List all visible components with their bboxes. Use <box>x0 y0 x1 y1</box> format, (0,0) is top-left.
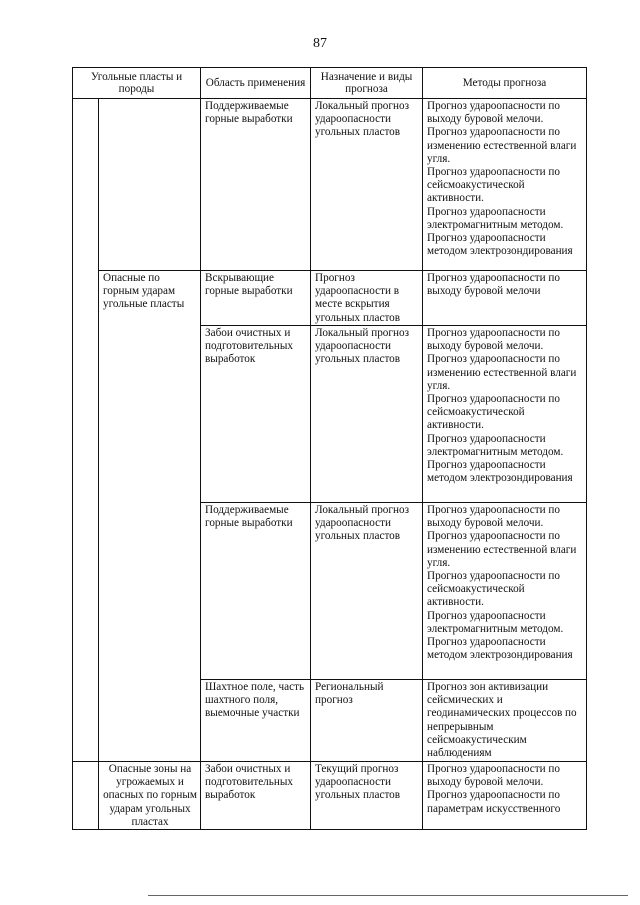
header-purpose: Назначение и виды прогноза <box>311 68 423 99</box>
purpose-cell: Локальный прогноз удароопасности угольных пластов <box>311 503 423 680</box>
area-cell: Забои очистных и подготовительных выработок <box>201 326 311 503</box>
area-cell: Вскрывающие горные выработки <box>201 271 311 326</box>
purpose-cell: Текущий прогноз удароопасности угольных пластов <box>311 762 423 830</box>
methods-text: Прогноз удароопасности по выходу буровой мелочи. Прогноз удароопасности по изменению естественной влаги угля. Прогноз удароопасности по сейсмоакустической активности. Прогноз удароопасности электромагнитным методом. Прогноз удароопасности методом электрозондирования <box>427 504 577 662</box>
methods-cell <box>423 99 587 271</box>
methods-cell <box>423 271 587 326</box>
table-row <box>73 271 587 326</box>
methods-cell <box>423 326 587 503</box>
layer-cell: Опасные по горным ударам угольные пласты <box>99 271 201 762</box>
methods-text: Прогноз удароопасности по выходу буровой мелочи <box>427 272 560 298</box>
layer-cell <box>99 99 201 271</box>
table-row <box>73 762 587 830</box>
page-bottom-rule <box>148 895 628 896</box>
header-methods: Методы прогноза <box>423 68 587 99</box>
purpose-cell: Локальный прогноз удароопасности угольных пластов <box>311 99 423 271</box>
indent-column <box>73 762 99 830</box>
area-cell: Поддерживаемые горные выработки <box>201 99 311 271</box>
forecast-methods-table <box>72 67 587 830</box>
methods-text: Прогноз удароопасности по выходу буровой мелочи. Прогноз удароопасности по параметрам искусственного <box>427 763 561 815</box>
methods-text: Прогноз удароопасности по выходу буровой мелочи. Прогноз удароопасности по изменению естественной влаги угля. Прогноз удароопасности по сейсмоакустической активности. Прогноз удароопасности электромагнитным методом. Прогноз удароопасности методом электрозондирования <box>427 100 577 258</box>
layer-cell: Опасные зоны на угрожаемых и опасных по горным ударам угольных пластах <box>99 762 201 830</box>
methods-text: Прогноз зон активизации сейсмических и геодинамических процессов по непрерывным сейсмоакустическим наблюдениям <box>427 681 577 760</box>
methods-cell <box>423 762 587 830</box>
header-area: Область применения <box>201 68 311 99</box>
methods-text: Прогноз удароопасности по выходу буровой мелочи. Прогноз удароопасности по изменению естественной влаги угля. Прогноз удароопасности по сейсмоакустической активности. Прогноз удароопасности электромагнитным методом. Прогноз удароопасности методом электрозондирования <box>427 327 577 485</box>
purpose-cell: Прогноз удароопасности в месте вскрытия угольных пластов <box>311 271 423 326</box>
indent-column <box>73 99 99 762</box>
page-number: 87 <box>313 36 327 51</box>
header-layers: Угольные пласты и породы <box>73 68 201 99</box>
area-cell: Поддерживаемые горные выработки <box>201 503 311 680</box>
area-cell: Шахтное поле, часть шахтного поля, выемочные участки <box>201 680 311 762</box>
table-header-row <box>73 68 587 99</box>
purpose-cell: Локальный прогноз удароопасности угольных пластов <box>311 326 423 503</box>
methods-cell <box>423 503 587 680</box>
table-row <box>73 99 587 271</box>
area-cell: Забои очистных и подготовительных выработок <box>201 762 311 830</box>
purpose-cell: Региональный прогноз <box>311 680 423 762</box>
methods-cell <box>423 680 587 762</box>
